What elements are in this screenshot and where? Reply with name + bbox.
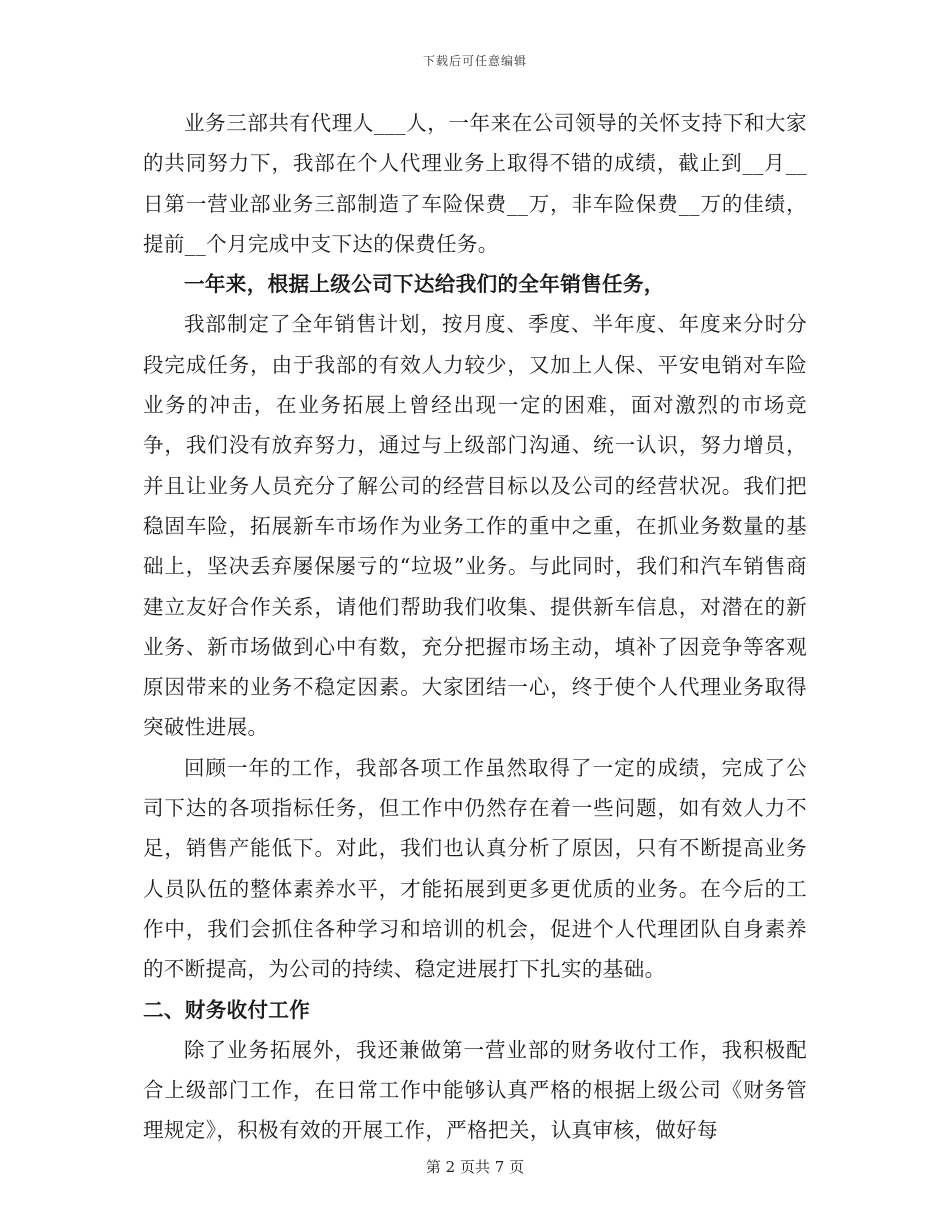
paragraph-sales-plan: 我部制定了全年销售计划，按月度、季度、半年度、年度来分时分段完成任务，由于我部的有效人力较少，又加上人保、平安电销对车险业务的冲击，在业务拓展上曾经出现一定的困难，面对激烈的市场竞争，我们没有放弃努力，通过与上级部门沟通、统一认识，努力增员，并且让业务人员充分了解公司的经营目标以及公司的经营状况。我们把稳固车险，拓展新车市场作为业务工作的重中之重，在抓业务数量的基础上，坚决丢弃屡保屡亏的“垃圾”业务。与此同时，我们和汽车销售商建立友好合作关系，请他们帮助我们收集、提供新车信息，对潜在的新业务、新市场做到心中有数，充分把握市场主动，填补了因竞争等客观原因带来的业务不稳定因素。大家团结一心，终于使个人代理业务取得突破性进展。 [143,312,807,740]
section-heading-finance: 二、财务收付工作 [143,997,311,1022]
paragraph-review: 回顾一年的工作，我部各项工作虽然取得了一定的成绩，完成了公司下达的各项指标任务，但工作中仍然存在着一些问题，如有效人力不足，销售产能低下。对此，我们也认真分析了原因，只有不断提高业务人员队伍的整体素养水平，才能拓展到更多更优质的业务。在今后的工作中，我们会抓住各种学习和培训的机会，促进个人代理团队自身素养的不断提高，为公司的持续、稳定进展打下扎实的基础。 [143,755,807,982]
page-header: 下载后可任意编辑 [422,54,527,68]
page-number: 第 2 页共 7 页 [425,1158,525,1176]
paragraph-finance-work: 除了业务拓展外，我还兼做第一营业部的财务收付工作，我积极配合上级部门工作，在日常工作中能够认真严格的根据上级公司《财务管理规定》，积极有效的开展工作，严格把关，认真审核，做好每 [143,1037,807,1143]
paragraph-business-summary: 业务三部共有代理人___人，一年来在公司领导的关怀支持下和大家的共同努力下，我部在个人代理业务上取得不错的成绩，截止到__月__日第一营业部业务三部制造了车险保费__万，非车险保费__万的佳绩，提前__个月完成中支下达的保费任务。 [143,111,807,256]
document-body [143,103,807,1151]
section-heading-annual-task: 一年来，根据上级公司下达给我们的全年销售任务， [184,272,665,297]
